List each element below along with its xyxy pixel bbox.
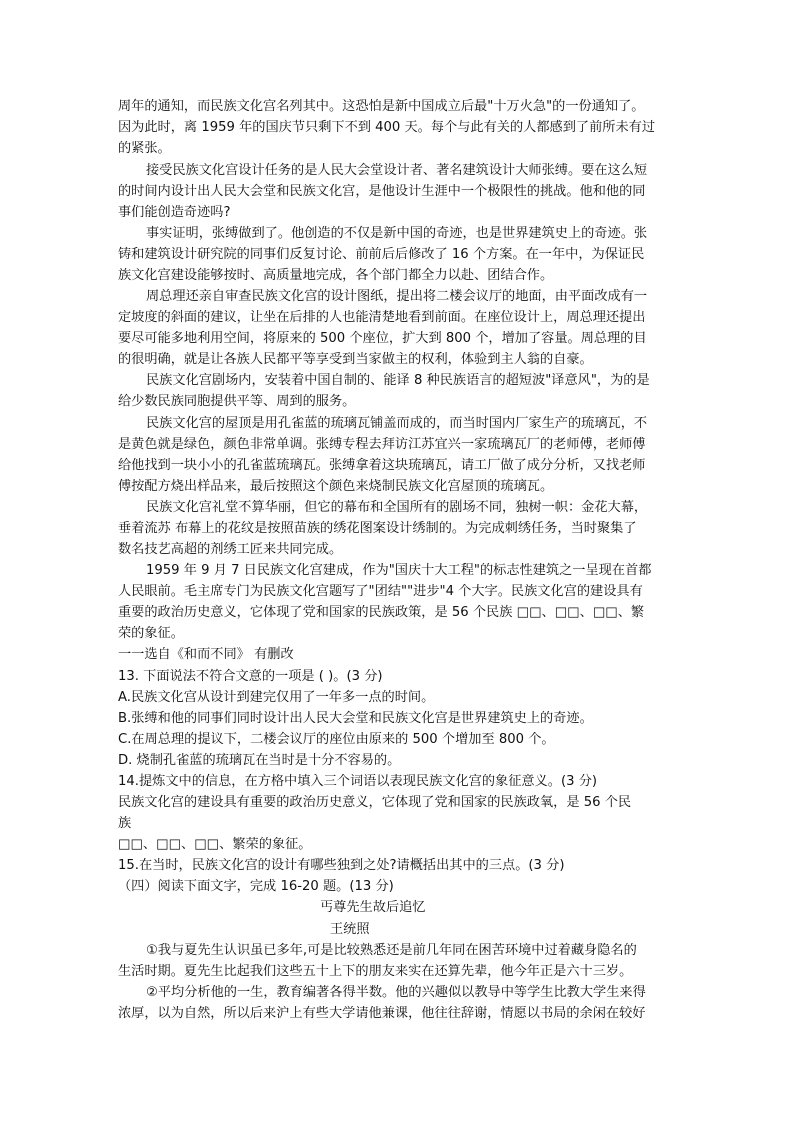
text-line: 重要的政治历史意义，它体现了党和国家的民族政策，是 56 个民族 □□、□□、□□、繁 (118, 605, 645, 620)
text-line: 民族文化宫的建设具有重要的政治历史意义，它体现了党和国家的民族政氧，是 56 个民 (118, 795, 632, 810)
text-line: 给少数民族同胞提供平等、周到的服务。 (118, 394, 356, 409)
text-line: 垂着流苏 布幕上的花纹是按照苗族的绣花图案设计绣制的。为完成刺绣任务，当时聚集了 (118, 521, 637, 536)
paragraph-start: 民族文化宫剧场内，安装着中国自制的、能译 8 种民族语言的超短波"译意风"，为的是 (146, 373, 650, 388)
text-line: 荣的象征。 (118, 626, 184, 641)
article-author: 王统照 (330, 922, 370, 937)
paragraph-start: ①我与夏先生认识虽已多年,可是比较熟悉还是前几年同在困苦环境中过着藏身隐名的 (146, 943, 637, 958)
text-line: 浓厚，以为自然，所以后来沪上有些大学请他兼课，他往往辞谢，情愿以书局的余闲在较好 (118, 1006, 646, 1021)
text-line: 数名技艺高超的剂绣工匠来共同完成。 (118, 542, 343, 557)
question-15: 15.在当时，民族文化宫的设计有哪些独到之处?请概括出其中的三点。(3 分) (118, 858, 565, 873)
text-line: 人民眼前。毛主席专门为民族文化宫题写了"团结""进步"4 个大字。民族文化宫的建设具有 (118, 584, 643, 599)
text-line: 周年的通知，而民族文化宫名列其中。这恐怕是新中国成立后最"十万火急"的一份通知了。 (118, 99, 645, 114)
text-line: 的紧张。 (118, 141, 171, 156)
text-line: 因为此时，离 1959 年的国庆节只剩下不到 400 天。每个与此有关的人都感到了前所未有过 (118, 120, 656, 135)
answer-blanks: □□、□□、□□、繁荣的象征。 (118, 837, 312, 852)
text-line: 傅按配方烧出样品来，最后按照这个颜色来烧制民族文化宫屋顶的琉璃瓦。 (118, 479, 554, 494)
option-a: A.民族文化宫从设计到建完仅用了一年多一点的时间。 (118, 690, 435, 705)
text-line: 定坡度的斜面的建议，让坐在后排的人也能清楚地看到前面。在座位设计上，周总理还提出 (118, 310, 646, 325)
text-line: 生活时期。夏先生比起我们这些五十上下的朋友来实在还算先辈，他今年正是六十三岁。 (118, 964, 633, 979)
article-title: 丐尊先生故后追忆 (320, 900, 426, 915)
paragraph-start: 事实证明，张缚做到了。他创造的不仅是新中国的奇迹，也是世界建筑史上的奇迹。张 (146, 226, 648, 241)
paragraph-start: 民族文化宫的屋顶是用孔雀蓝的琉璃瓦铺盖而成的，而当时国内厂家生产的琉璃瓦，不 (146, 416, 648, 431)
text-line: 的很明确，就是让各族人民都平等享受到当家做主的权利，体验到主人翁的自豪。 (118, 352, 593, 367)
option-b: B.张缚和他的同事们同时设计出人民大会堂和民族文化宫是世界建筑史上的奇迹。 (118, 711, 593, 726)
paragraph-start: 接受民族文化宫设计任务的是人民大会堂设计者、著名建筑设计大师张缚。要在这么短 (146, 163, 648, 178)
text-line: 的时间内设计出人民大会堂和民族文化宫，是他设计生涯中一个极限性的挑战。他和他的同 (118, 184, 646, 199)
source-note: 一一选自《和而不同》 有删改 (118, 647, 294, 662)
text-line: 族 (118, 816, 132, 831)
paragraph-start: ②平均分析他的一生，教育编著各得半数。他的兴趣似以教导中等学生比教大学生来得 (146, 985, 646, 1000)
text-line: 铸和建筑设计研究院的同事们反复讨论、前前后后修改了 16 个方案。在一年中，为保证民 (118, 247, 645, 262)
paragraph-start: 周总理还亲自审查民族文化宫的设计图纸，提出将二楼会议厅的地面，由平面改成有一 (146, 289, 648, 304)
text-line: 族文化宫建设能够按时、高质量地完成，各个部门都全力以赴、团结合作。 (118, 268, 554, 283)
text-line: 给他找到一块小小的孔雀蓝琉璃瓦。张缚拿着这块琉璃瓦，请工厂做了成分分析，又找老师 (118, 458, 646, 473)
option-d: D. 烧制孔雀蓝的琉璃瓦在当时是十分不容易的。 (118, 753, 401, 768)
paragraph-start: 1959 年 9 月 7 日民族文化宫建成，作为"国庆十大工程"的标志性建筑之一呈现在首都 (146, 563, 652, 578)
text-line: 要尽可能多地利用空间，将原来的 500 个座位，扩大到 800 个，增加了容量。周总理的目 (118, 331, 647, 346)
text-line: 是黄色就是绿色，颜色非常单调。张缚专程去拜访江苏宜兴一家琉璃瓦厂的老师傅，老师傅 (118, 437, 646, 452)
question-13: 13. 下面说法不符合文意的一项是 ( )。(3 分) (118, 669, 383, 684)
question-14: 14.提炼文中的信息，在方格中填入三个词语以表现民族文化宫的象征意义。(3 分) (118, 774, 598, 789)
option-c: C.在周总理的提议下，二楼会议厅的座位由原来的 500 个增加至 800 个。 (118, 732, 555, 747)
section-four-heading: （四）阅读下面文字，完成 16-20 题。(13 分) (118, 879, 394, 894)
paragraph-start: 民族文化宫礼堂不算华丽，但它的幕布和全国所有的剧场不同，独树一帜：金花大幕， (146, 500, 648, 515)
text-line: 事们能创造奇迹吗? (118, 205, 231, 220)
